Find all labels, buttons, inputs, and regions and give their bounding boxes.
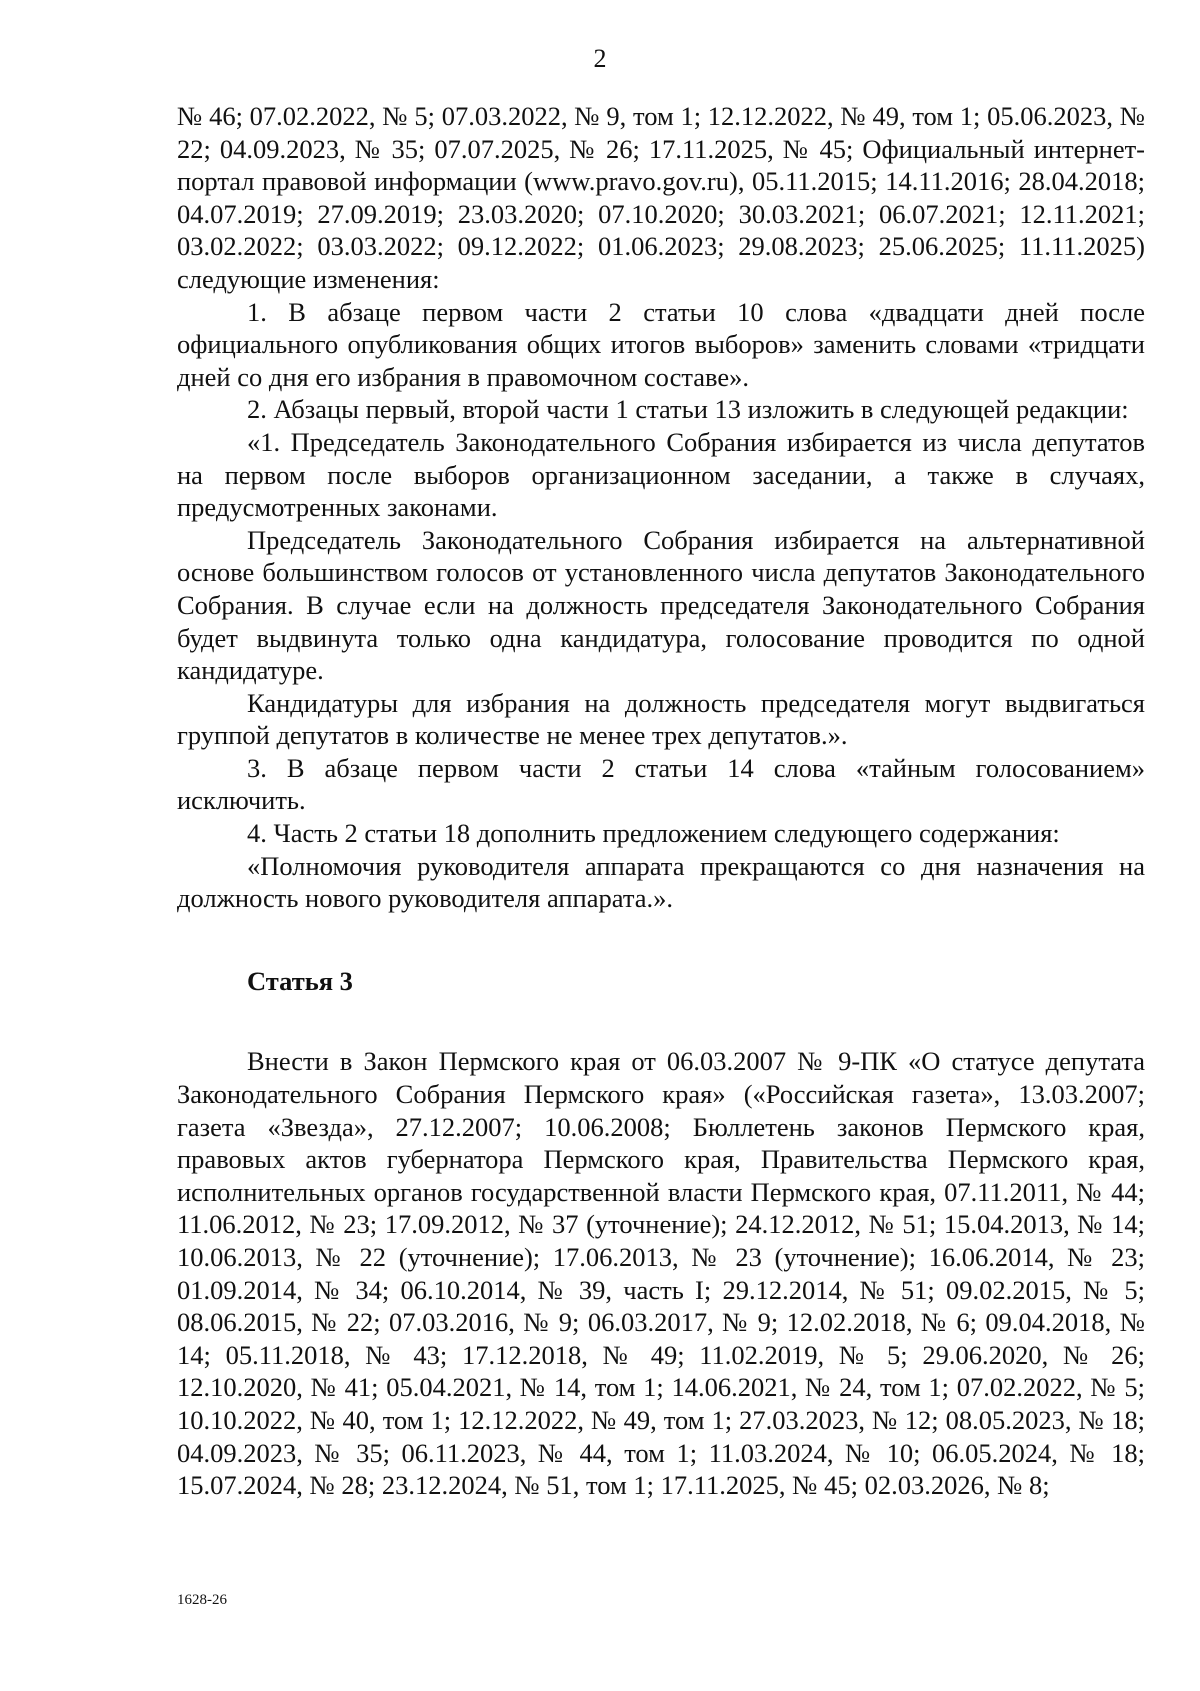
paragraph-amendment-1: 1. В абзаце первом части 2 статьи 10 слова «двадцати дней после официального опубликования общих итогов выборов» заменить словами «тридцати дней со дня его избрания в правомочном составе». (177, 296, 1145, 392)
paragraph-quoted-2: Председатель Законодательного Собрания избирается на альтернативной основе большинством голосов от установленного числа депутатов Законодательного Собрания. В случае если на должность председателя Законодательного Собрания будет выдвинута только одна кандидатура, голосование проводится по одной кандидатуре. (177, 524, 1145, 686)
paragraph-quoted-3: Кандидатуры для избрания на должность председателя могут выдвигаться группой депутатов в количестве не менее трех депутатов.». (177, 687, 1145, 751)
document-body (177, 100, 1145, 1502)
article-heading: Статья 3 (247, 965, 353, 996)
paragraph-article-3-body: Внести в Закон Пермского края от 06.03.2007 № 9-ПК «О статусе депутата Законодательного Собрания Пермского края» («Российская газета», 13.03.2007; газета «Звезда», 27.12.2007; 10.06.2008; Бюллетень законов Пермского края, правовых актов губернатора Пермского края, Правительства Пермского края, исполнительных органов государственной власти Пермского края, 07.11.2011, № 44; 11.06.2012, № 23; 17.09.2012, № 37 (уточнение); 24.12.2012, № 51; 15.04.2013, № 14; 10.06.2013, № 22 (уточнение); 17.06.2013, № 23 (уточнение); 16.06.2014, № 23; 01.09.2014, № 34; 06.10.2014, № 39, часть I; 29.12.2014, № 51; 09.02.2015, № 5; 08.06.2015, № 22; 07.03.2016, № 9; 06.03.2017, № 9; 12.02.2018, № 6; 09.04.2018, № 14; 05.11.2018, № 43; 17.12.2018, № 49; 11.02.2019, № 5; 29.06.2020, № 26; 12.10.2020, № 41; 05.04.2021, № 14, том 1; 14.06.2021, № 24, том 1; 07.02.2022, № 5; 10.10.2022, № 40, том 1; 12.12.2022, № 49, том 1; 27.03.2023, № 12; 08.05.2023, № 18; 04.09.2023, № 35; 06.11.2023, № 44, том 1; 11.03.2024, № 10; 06.05.2024, № 18; 15.07.2024, № 28; 23.12.2024, № 51, том 1; 17.11.2025, № 45; 02.03.2026, № 8; (177, 1046, 1145, 1501)
paragraph-amendment-2: 2. Абзацы первый, второй части 1 статьи 13 изложить в следующей редакции: (247, 394, 1129, 425)
document-code: 1628-26 (177, 1592, 227, 1608)
spacer (177, 997, 1145, 1045)
paragraph-amendment-3: 3. В абзаце первом части 2 статьи 14 слова «тайным голосованием» исключить. (177, 752, 1145, 816)
paragraph-quoted-1: «1. Председатель Законодательного Собрания избирается из числа депутатов на первом после выборов организационном заседании, а также в случаях, предусмотренных законами. (177, 426, 1145, 523)
page-number: 2 (593, 44, 607, 73)
paragraph-quoted-4: «Полномочия руководителя аппарата прекращаются со дня назначения на должность нового руководителя аппарата.». (177, 850, 1145, 914)
paragraph-publication-sources: № 46; 07.02.2022, № 5; 07.03.2022, № 9, том 1; 12.12.2022, № 49, том 1; 05.06.2023, № 22; 04.09.2023, № 35; 07.07.2025, № 26; 17.11.2025, № 45; Официальный интернет-портал правовой информации (www.pravo.gov.ru), 05.11.2015; 14.11.2016; 28.04.2018; 04.07.2019; 27.09.2019; 23.03.2020; 07.10.2020; 30.03.2021; 06.07.2021; 12.11.2021; 03.02.2022; 03.03.2022; 09.12.2022; 01.06.2023; 29.08.2023; 25.06.2025; 11.11.2025) следующие изменения: (177, 101, 1145, 294)
spacer (177, 915, 1145, 965)
paragraph-amendment-4: 4. Часть 2 статьи 18 дополнить предложением следующего содержания: (247, 818, 1060, 849)
